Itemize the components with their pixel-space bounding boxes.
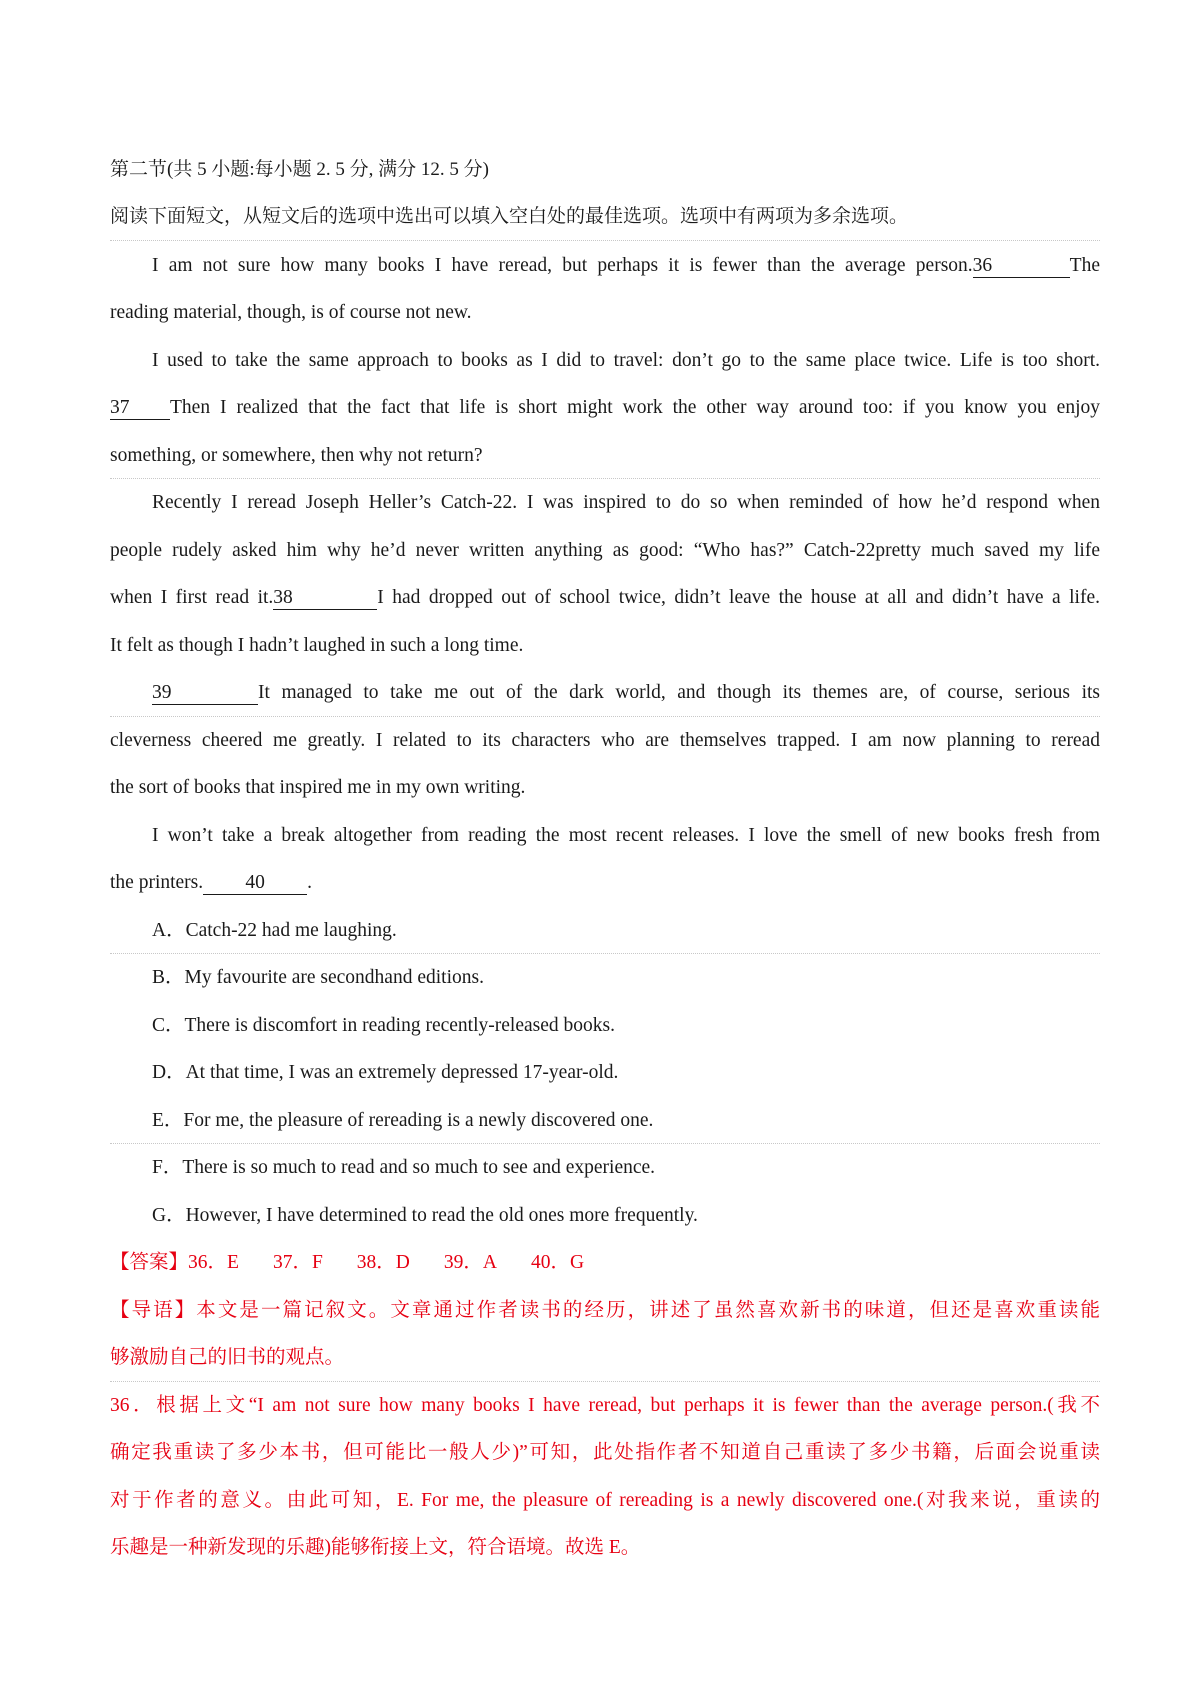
blank-38: 38 — [273, 588, 377, 610]
passage-line: when I first read it.38 I had dropped out of school twice, didn’t leave the house at all and didn’t have a life. — [110, 587, 1100, 608]
explanation-line: 确定我重读了多少本书，但可能比一般人少)”可知，此处指作者不知道自己重读了多少书籍，后面会说重读 — [110, 1442, 1100, 1463]
option-c: C．There is discomfort in reading recently-released books. — [152, 1015, 615, 1036]
dotted-separator — [110, 478, 1100, 479]
guide-line: 【导语】本文是一篇记叙文。文章通过作者读书的经历，讲述了虽然喜欢新书的味道，但还是喜欢重读能 — [110, 1300, 1100, 1321]
answer-line — [110, 1253, 1100, 1273]
option-d: D．At that time, I was an extremely depressed 17-year-old. — [152, 1062, 619, 1083]
dotted-separator — [110, 1381, 1100, 1382]
answer-item: 39．A — [443, 1252, 497, 1273]
dotted-separator — [110, 1143, 1100, 1144]
explanation-line: 对于作者的意义。由此可知，E. For me, the pleasure of rereading is a newly discovered one.(对我来说，重读的 — [110, 1490, 1100, 1511]
section-header: 第二节(共 5 小题:每小题 2. 5 分, 满分 12. 5 分) — [110, 159, 489, 180]
passage-line: It felt as though I hadn’t laughed in such a long time. — [110, 635, 524, 656]
answer-item: 37．F — [272, 1252, 323, 1273]
answer-label: 【答案】 — [110, 1252, 189, 1273]
guide-label: 【导语】 — [110, 1300, 197, 1321]
blank-40: 40 — [203, 873, 307, 895]
blank-37: 37 — [110, 398, 170, 420]
passage-line: the sort of books that inspired me in my own writing. — [110, 777, 526, 798]
dotted-separator — [110, 716, 1100, 717]
passage-line: I won’t take a break altogether from reading the most recent releases. I love the smell of new books fresh from — [152, 825, 1100, 846]
guide-line: 够激励自己的旧书的观点。 — [110, 1347, 345, 1368]
answer-item: 40．G — [530, 1252, 585, 1273]
passage-line: I used to take the same approach to books as I did to travel: don’t go to the same place twice. Life is too short. — [152, 350, 1100, 371]
option-g: G．However, I have determined to read the old ones more frequently. — [152, 1205, 698, 1226]
answer-item: 36．E — [188, 1252, 239, 1273]
passage-line: 37 Then I realized that the fact that life is short might work the other way around too: if you know you enjoy — [110, 397, 1100, 418]
passage-line: reading material, though, is of course not new. — [110, 302, 472, 323]
passage-line: Recently I reread Joseph Heller’s Catch-22. I was inspired to do so when reminded of how he’d respond when — [152, 492, 1100, 513]
blank-36: 36 — [973, 256, 1070, 278]
option-f: F．There is so much to read and so much to see and experience. — [152, 1157, 656, 1178]
option-a: A．Catch-22 had me laughing. — [152, 920, 397, 941]
passage-line: people rudely asked him why he’d never written anything as good: “Who has?” Catch-22pretty much saved my life — [110, 540, 1100, 561]
explanation-line: 36．根据上文“I am not sure how many books I have reread, but perhaps it is fewer than the average person.(我不 — [110, 1395, 1100, 1416]
explanation-line: 乐趣是一种新发现的乐趣)能够衔接上文，符合语境。故选 E。 — [110, 1537, 641, 1558]
dotted-separator — [110, 953, 1100, 954]
instructions: 阅读下面短文，从短文后的选项中选出可以填入空白处的最佳选项。选项中有两项为多余选项。 — [110, 206, 909, 227]
answer-item: 38．D — [356, 1252, 410, 1273]
blank-39: 39 — [152, 683, 258, 705]
passage-line: cleverness cheered me greatly. I related to its characters who are themselves trapped. I am now planning to reread — [110, 730, 1100, 751]
passage-line: something, or somewhere, then why not return? — [110, 445, 483, 466]
passage-line: 39 It managed to take me out of the dark world, and though its themes are, of course, serious its — [152, 682, 1100, 703]
passage-line: the printers. 40 . — [110, 872, 313, 893]
passage-line: I am not sure how many books I have reread, but perhaps it is fewer than the average person.36 The — [152, 255, 1100, 276]
dotted-separator — [110, 240, 1100, 241]
option-b: B．My favourite are secondhand editions. — [152, 967, 484, 988]
option-e: E．For me, the pleasure of rereading is a newly discovered one. — [152, 1110, 654, 1131]
